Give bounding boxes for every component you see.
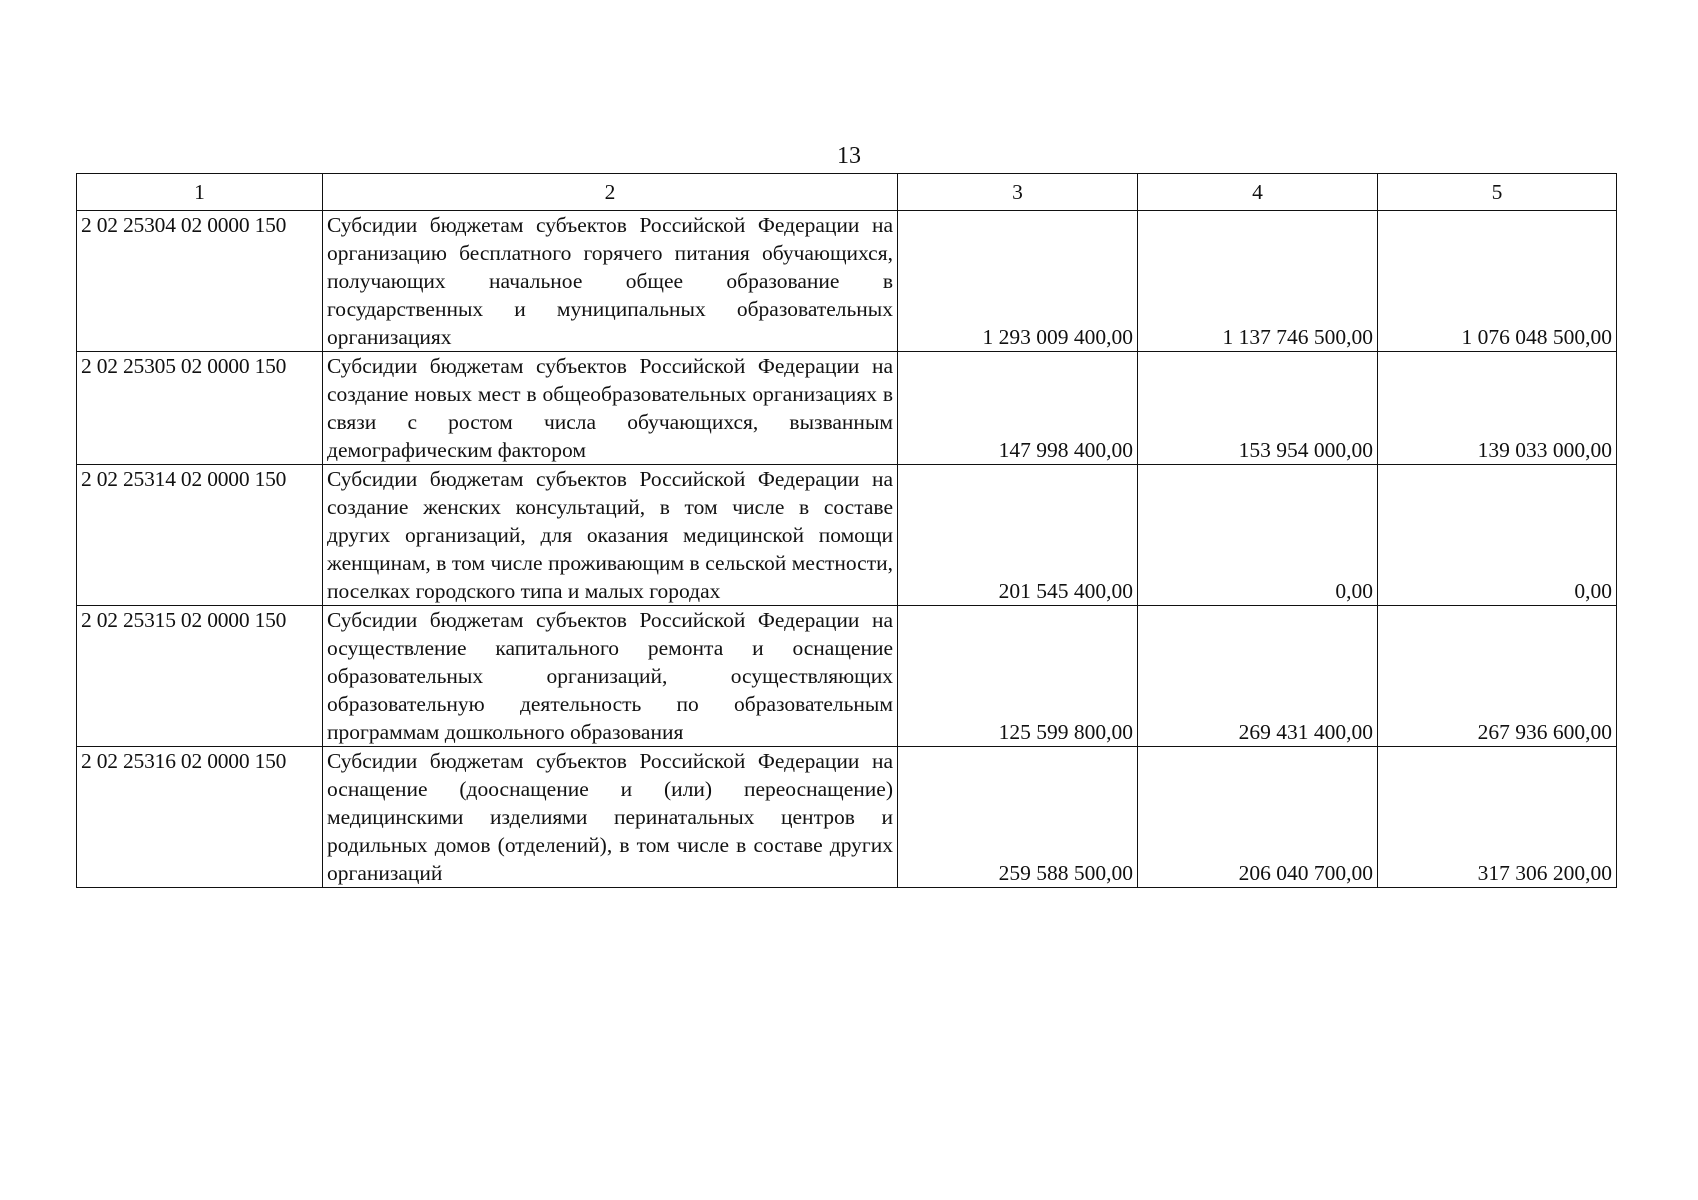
amount-col5-cell: 317 306 200,00 (1378, 747, 1617, 888)
amount-col3-cell: 201 545 400,00 (898, 465, 1138, 606)
amount-col4-cell: 153 954 000,00 (1138, 352, 1378, 465)
budget-code-cell: 2 02 25314 02 0000 150 (77, 465, 323, 606)
column-header-1: 1 (77, 174, 323, 211)
amount-col5-cell: 267 936 600,00 (1378, 606, 1617, 747)
budget-table (76, 173, 1617, 888)
amount-col4-cell: 206 040 700,00 (1138, 747, 1378, 888)
amount-col5-cell: 0,00 (1378, 465, 1617, 606)
budget-code-cell: 2 02 25305 02 0000 150 (77, 352, 323, 465)
amount-col3-cell: 1 293 009 400,00 (898, 211, 1138, 352)
amount-col3-cell: 147 998 400,00 (898, 352, 1138, 465)
description-cell: Субсидии бюджетам субъектов Российской Федерации на оснащение (дооснащение и (или) переоснащение) медицинскими изделиями перинатальных центров и родильных домов (отделений), в том числе в составе других организаций (323, 747, 898, 888)
table-row (77, 465, 1617, 606)
budget-code-cell: 2 02 25304 02 0000 150 (77, 211, 323, 352)
description-cell: Субсидии бюджетам субъектов Российской Федерации на создание новых мест в общеобразовательных организациях в связи с ростом числа обучающихся, вызванным демографическим фактором (323, 352, 898, 465)
column-header-5: 5 (1378, 174, 1617, 211)
description-cell: Субсидии бюджетам субъектов Российской Федерации на осуществление капитального ремонта и оснащение образовательных организаций, осуществляющих образовательную деятельность по образовательным программам дошкольного образования (323, 606, 898, 747)
column-header-2: 2 (323, 174, 898, 211)
column-header-3: 3 (898, 174, 1138, 211)
amount-col4-cell: 0,00 (1138, 465, 1378, 606)
budget-code-cell: 2 02 25316 02 0000 150 (77, 747, 323, 888)
description-cell: Субсидии бюджетам субъектов Российской Федерации на создание женских консультаций, в том числе в составе других организаций, для оказания медицинской помощи женщинам, в том числе проживающим в сельской местности, поселках городского типа и малых городах (323, 465, 898, 606)
amount-col3-cell: 259 588 500,00 (898, 747, 1138, 888)
amount-col4-cell: 1 137 746 500,00 (1138, 211, 1378, 352)
table-header-row (77, 174, 1617, 211)
column-header-4: 4 (1138, 174, 1378, 211)
amount-col5-cell: 1 076 048 500,00 (1378, 211, 1617, 352)
amount-col5-cell: 139 033 000,00 (1378, 352, 1617, 465)
table-row (77, 352, 1617, 465)
description-cell: Субсидии бюджетам субъектов Российской Федерации на организацию бесплатного горячего питания обучающихся, получающих начальное общее образование в государственных и муниципальных образовательных организациях (323, 211, 898, 352)
amount-col4-cell: 269 431 400,00 (1138, 606, 1378, 747)
page-number: 13 (837, 143, 861, 169)
table-row (77, 747, 1617, 888)
table-row (77, 211, 1617, 352)
amount-col3-cell: 125 599 800,00 (898, 606, 1138, 747)
table-row (77, 606, 1617, 747)
budget-code-cell: 2 02 25315 02 0000 150 (77, 606, 323, 747)
